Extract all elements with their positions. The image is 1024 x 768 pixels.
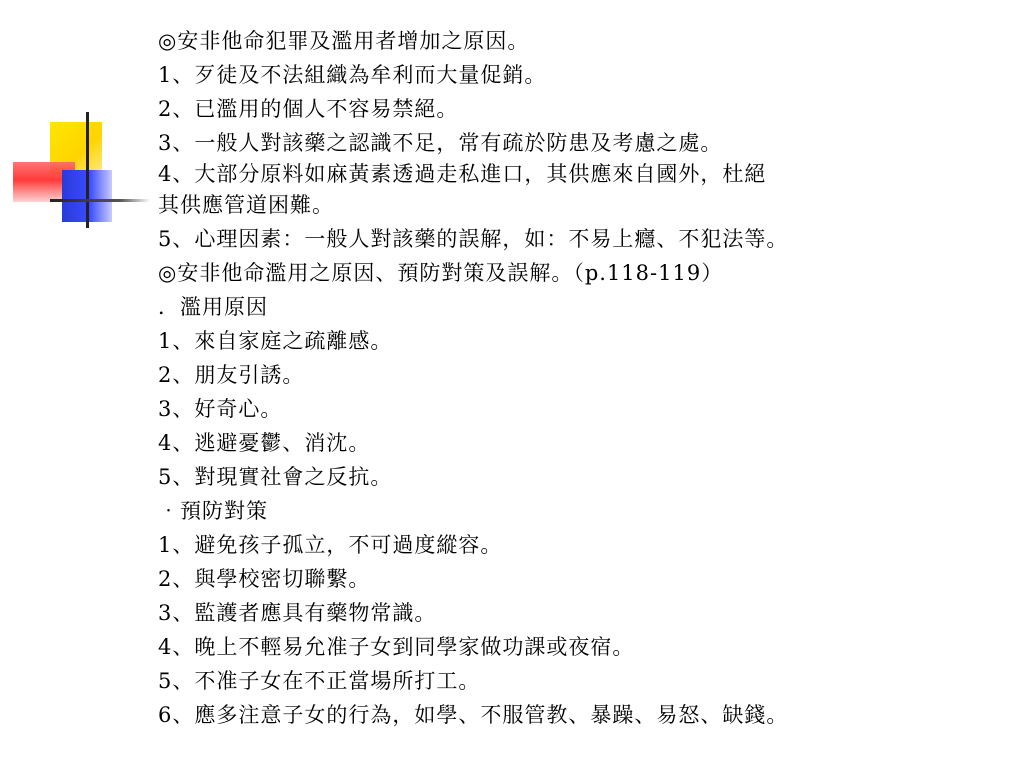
body-line: 3、好奇心。 xyxy=(158,397,283,421)
body-line: 6、應多注意子女的行為，如學、不服管教、暴躁、易怒、缺錢。 xyxy=(158,703,789,727)
body-line: 4、晚上不輕易允准子女到同學家做功課或夜宿。 xyxy=(158,635,635,659)
body-line: 4、逃避憂鬱、消沈。 xyxy=(158,431,371,455)
body-line: 3、一般人對該藥之認識不足，常有疏於防患及考慮之處。 xyxy=(158,131,723,155)
subsection-heading: ．濫用原因 xyxy=(158,295,268,319)
body-line: 1、避免孩子孤立，不可過度縱容。 xyxy=(158,533,503,557)
body-line: 5、心理因素：一般人對該藥的誤解，如：不易上癮、不犯法等。 xyxy=(158,227,789,251)
body-line: 5、對現實社會之反抗。 xyxy=(158,465,393,489)
subsection-heading: ‧預防對策 xyxy=(158,499,268,523)
logo-horizontal-line xyxy=(50,199,150,202)
body-line: 3、監護者應具有藥物常識。 xyxy=(158,601,437,625)
body-line: 1、歹徒及不法組織為牟利而大量促銷。 xyxy=(158,63,547,87)
body-line: 其供應管道困難。 xyxy=(158,193,334,217)
slide-logo-decoration xyxy=(0,0,160,240)
body-line: 1、來自家庭之疏離感。 xyxy=(158,329,393,353)
body-line: 2、朋友引誘。 xyxy=(158,363,305,387)
body-line: 5、不准子女在不正當場所打工。 xyxy=(158,669,481,693)
logo-vertical-line xyxy=(86,112,89,228)
slide-body-text xyxy=(158,24,998,732)
body-line: 2、與學校密切聯繫。 xyxy=(158,567,371,591)
body-line: ◎安非他命犯罪及濫用者增加之原因。 xyxy=(158,29,530,53)
body-line: 2、已濫用的個人不容易禁絕。 xyxy=(158,97,459,121)
body-line: 4、大部分原料如麻黃素透過走私進口，其供應來自國外，杜絕 xyxy=(158,162,767,186)
section-heading: ◎安非他命濫用之原因、預防對策及誤解。（p.118-119） xyxy=(158,261,724,285)
